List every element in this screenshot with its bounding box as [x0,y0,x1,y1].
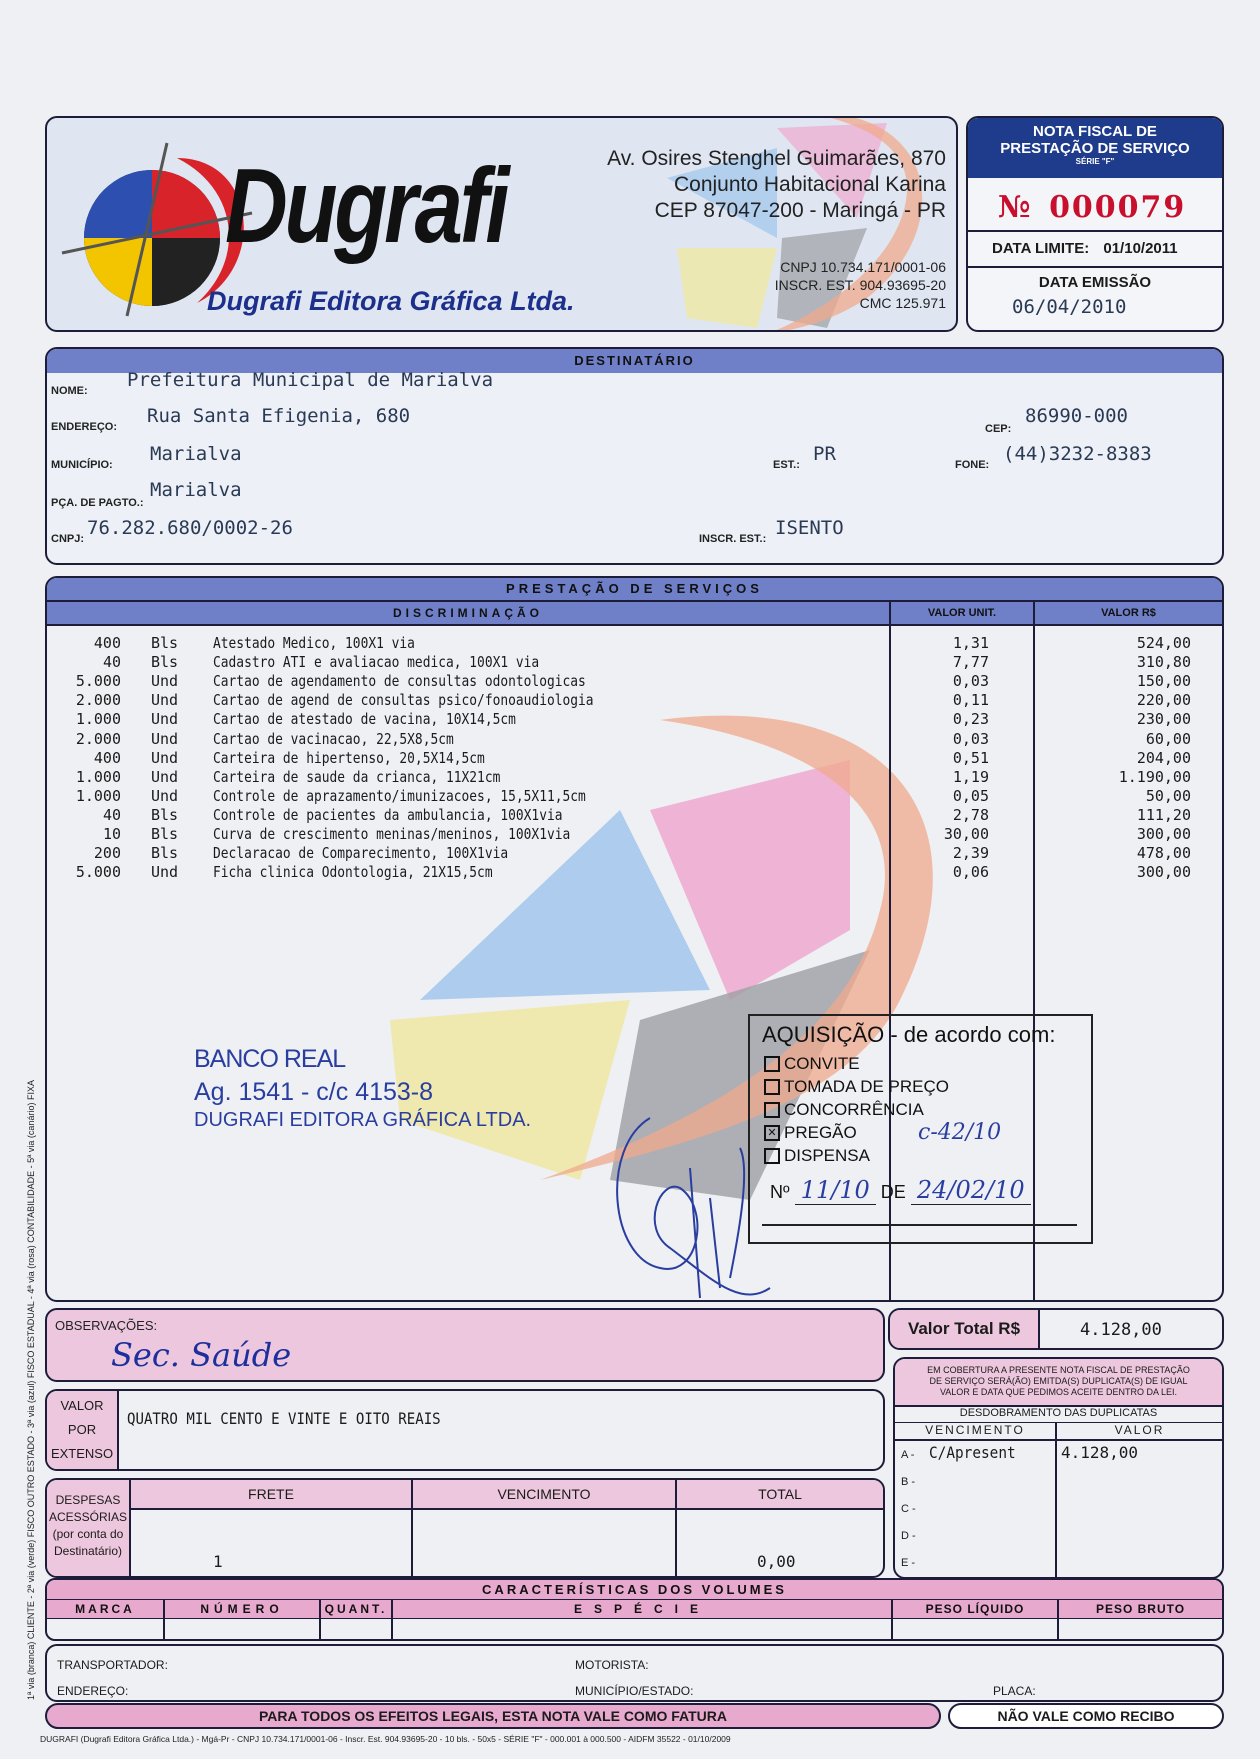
numero-label: Nº [770,1182,790,1202]
nome-label: NOME: [51,385,88,397]
inscr-value: ISENTO [775,517,844,539]
praca-value: Marialva [150,479,242,501]
service-row [47,672,1222,691]
nota-title-line2: PRESTAÇÃO DE SERVIÇO [1000,140,1190,157]
service-row [47,825,1222,844]
item-unit: Und [151,863,179,882]
item-qty: 400 [93,634,121,652]
observacoes-box [45,1308,885,1382]
placa-label: PLACA: [993,1684,1036,1698]
observacoes-label: OBSERVAÇÕES: [55,1318,158,1333]
item-total: 478,00 [1136,844,1191,863]
duplicatas-box [893,1357,1224,1579]
cep-label: CEP: [985,423,1012,435]
item-unit-price: 0,03 [952,672,989,691]
extenso-label [47,1391,117,1469]
volumes-col-numero: NÚMERO [165,1600,319,1618]
service-row [47,653,1222,672]
item-total: 310,80 [1136,653,1191,672]
item-unit-price: 2,39 [952,844,989,863]
service-row [47,844,1222,863]
despesas-label-4: Destinatário) [53,1544,123,1558]
item-description: Cartao de vacinacao, 22,5X8,5cm [213,729,454,748]
est-label: EST.: [773,459,800,471]
aquisicao-option [764,1098,949,1121]
despesas-label-1: DESPESAS [55,1493,121,1507]
item-unit-price: 1,31 [952,634,989,652]
destinatario-title: DESTINATÁRIO [47,349,1222,373]
duplicata-row [895,1443,1222,1470]
extenso-label-2: POR [67,1422,97,1437]
transportador-label: TRANSPORTADOR: [57,1658,168,1672]
col-discriminacao: DISCRIMINAÇÃO [47,602,889,624]
company-cnpj: CNPJ 10.734.171/0001-06 [780,259,946,275]
aquisicao-stamp [748,1014,1093,1244]
item-qty: 200 [93,844,121,863]
item-description: Curva de crescimento meninas/meninos, 100X1via [213,825,571,843]
despesas-col-venc: VENCIMENTO [413,1480,675,1508]
nota-number-prefix: № [998,190,1031,225]
signature [590,1108,790,1318]
service-row [47,749,1222,768]
duplicata-letter: A - [901,1449,915,1461]
fatura-text: PARA TODOS OS EFEITOS LEGAIS, ESTA NOTA VALE COMO FATURA [259,1708,727,1724]
endereco-label: ENDEREÇO: [51,421,118,433]
item-unit: Und [151,691,179,710]
duplicata-letter: C - [901,1503,916,1515]
item-unit: Bls [151,805,179,824]
logo-wordmark: Dugrafi [225,147,507,265]
bank-stamp-line2: Ag. 1541 - c/c 4153-8 [194,1078,434,1106]
item-total: 50,00 [1145,786,1191,805]
bank-stamp-line3: DUGRAFI EDITORA GRÁFICA LTDA. [194,1109,532,1131]
item-qty: 1.000 [75,786,121,805]
item-description: Ficha clinica Odontologia, 21X15,5cm [213,863,493,882]
despesas-total-value: 0,00 [757,1552,796,1571]
company-name: Dugrafi Editora Gráfica Ltda. [207,286,575,316]
data-emissao-value: 06/04/2010 [1012,296,1127,318]
transporte-municipio-label: MUNICÍPIO/ESTADO: [575,1684,694,1698]
despesas-box [45,1478,885,1578]
nota-number [998,190,1186,225]
duplicata-letter: B - [901,1476,916,1488]
nota-serie: SÉRIE "F" [1075,157,1115,166]
duplicata-row [895,1524,1222,1551]
valor-total-label: Valor Total R$ [890,1310,1038,1348]
aquisicao-option-label: CONVITE [784,1054,860,1073]
volumes-title: CARACTERÍSTICAS DOS VOLUMES [47,1580,1222,1599]
service-row [47,768,1222,787]
duplicata-row [895,1497,1222,1524]
valor-total-value: 4.128,00 [1080,1320,1162,1340]
company-address [607,146,946,224]
despesas-label [47,1480,129,1576]
municipio-label: MUNICÍPIO: [51,459,113,471]
service-row [47,806,1222,825]
company-inscr: INSCR. EST. 904.93695-20 [774,277,946,293]
aquisicao-date: 24/02/10 [911,1176,1031,1205]
checked-box-icon: ✕ [764,1125,780,1141]
item-unit-price: 2,78 [952,805,989,824]
aquisicao-option-label: DISPENSA [784,1146,870,1165]
nota-number-value: 000079 [1049,190,1187,225]
nome-value: Prefeitura Municipal de Marialva [127,369,494,391]
bank-stamp-line1: BANCO REAL [194,1045,346,1073]
item-qty: 5.000 [75,672,121,691]
fone-label: FONE: [955,459,990,471]
item-unit: Bls [151,653,179,672]
nota-fiscal-box [966,116,1224,332]
destinatario-box [45,347,1224,565]
duplicatas-notice [895,1359,1222,1405]
item-unit: Bls [151,634,179,652]
item-description: Cartao de atestado de vacina, 10X14,5cm [213,710,516,729]
item-description: Atestado Medico, 100X1 via [213,634,415,652]
inscr-label: INSCR. EST.: [699,533,767,545]
cnpj-label: CNPJ: [51,533,85,545]
aquisicao-option [764,1075,949,1098]
item-unit-price: 30,00 [943,825,989,843]
item-unit: Und [151,748,179,767]
aquisicao-title: AQUISIÇÃO - de acordo com: [762,1022,1056,1047]
item-unit-price: 1,19 [952,767,989,786]
despesas-col-frete: FRETE [131,1480,411,1508]
item-qty: 400 [93,748,121,767]
cnpj-value: 76.282.680/0002-26 [87,517,293,539]
extenso-label-1: VALOR [60,1398,104,1413]
item-unit: Und [151,710,179,729]
item-total: 300,00 [1136,863,1191,882]
company-cmc: CMC 125.971 [859,295,946,311]
item-description: Cadastro ATI e avaliacao medica, 100X1 via [213,653,540,672]
duplicata-row [895,1470,1222,1497]
notice-line-3: VALOR E DATA QUE PEDIMOS ACEITE DENTRO DA LEI. [939,1387,1178,1397]
service-row [47,863,1222,882]
service-items [47,634,1222,894]
motorista-label: MOTORISTA: [575,1658,649,1672]
item-qty: 1.000 [75,767,121,786]
despesas-label-3: (por conta do [52,1527,124,1541]
cep-value: 86990-000 [1025,405,1128,427]
nota-title-line1: NOTA FISCAL DE [1033,123,1157,140]
item-description: Cartao de agendamento de consultas odontologicas [213,672,586,691]
aquisicao-options [764,1052,949,1167]
duplicatas-title: DESDOBRAMENTO DAS DUPLICATAS [959,1407,1158,1419]
volumes-col-bruto: PESO BRUTO [1059,1600,1222,1618]
item-unit-price: 0,06 [952,863,989,882]
extenso-value: QUATRO MIL CENTO E VINTE E OITO REAIS [127,1409,441,1428]
notice-line-2: DE SERVIÇO SERÁ(ÃO) EMITDA(S) DUPLICATA(S) DE IGUAL [929,1376,1188,1386]
fone-value: (44)3232-8383 [1003,443,1152,465]
est-value: PR [813,443,836,465]
despesas-col-total: TOTAL [677,1480,883,1508]
item-total: 60,00 [1145,729,1191,748]
company-header [45,116,958,332]
aquisicao-numero [770,1176,1031,1204]
de-label: DE [880,1182,906,1202]
data-limite [992,240,1178,257]
checkbox-icon [764,1056,780,1072]
notice-line-1: EM COBERTURA A PRESENTE NOTA FISCAL DE PRESTAÇÃO [927,1365,1190,1375]
nota-title [968,118,1222,178]
transporte-box [45,1644,1224,1702]
volumes-col-quant: QUANT. [321,1600,391,1618]
observacoes-handwritten: Sec. Saúde [111,1336,292,1374]
aquisicao-option [764,1144,949,1167]
volumes-col-marca: MARCA [47,1600,163,1618]
aquisicao-option-label: TOMADA DE PREÇO [784,1077,949,1096]
item-total: 1.190,00 [1118,767,1191,786]
aquisicao-option-label: CONCORRÊNCIA [784,1100,924,1119]
item-total: 150,00 [1136,672,1191,691]
side-copies-text: 1ª via (branca) CLIENTE - 2ª via (verde) FISCO OUTRO ESTADO - 3ª via (azul) FISCO ESTADUAL - 4ª via (rosa) CONTABILIDADE - 5ª via (canário) FIXA [26,1080,36,1700]
servicos-title: PRESTAÇÃO DE SERVIÇOS [47,578,1222,600]
valor-total-box [888,1308,1224,1350]
item-unit-price: 0,11 [952,691,989,710]
item-qty: 1.000 [75,710,121,729]
item-unit-price: 0,05 [952,786,989,805]
col-valor-unit: VALOR UNIT. [891,602,1033,624]
item-qty: 40 [102,653,121,672]
item-total: 220,00 [1136,691,1191,710]
extenso-label-3: EXTENSO [50,1446,114,1461]
aquisicao-option [764,1052,949,1075]
item-unit-price: 7,77 [952,653,989,672]
item-total: 300,00 [1136,825,1191,843]
item-qty: 5.000 [75,863,121,882]
duplicata-venc: C/Apresent [929,1443,1016,1462]
printer-imprint: DUGRAFI (Dugrafi Editora Gráfica Ltda.) - Mgá-Pr - CNPJ 10.734.171/0001-06 - Inscr. Est. 904.93695-20 - 10 bls. - 50x5 - SÉRIE "F" - 000.001 à 000.500 - AIDFM 35522 - 01/10/2009 [40,1734,731,1744]
item-qty: 2.000 [75,691,121,710]
item-total: 111,20 [1136,805,1191,824]
item-unit-price: 0,03 [952,729,989,748]
volumes-col-especie: ESPÉCIE [393,1600,891,1618]
aquisicao-option-label: PREGÃO [784,1123,857,1142]
item-unit-price: 0,51 [952,748,989,767]
transporte-endereco-label: ENDEREÇO: [57,1684,129,1698]
item-unit: Und [151,767,179,786]
pregao-note: c-42/10 [918,1120,1002,1145]
extenso-box [45,1389,885,1471]
service-row [47,787,1222,806]
duplicata-valor: 4.128,00 [1061,1443,1139,1462]
duplicata-letter: D - [901,1530,916,1542]
volumes-col-liquido: PESO LÍQUIDO [893,1600,1057,1618]
data-limite-label: DATA LIMITE: [992,240,1090,257]
duplicata-letter: E - [901,1557,916,1569]
municipio-value: Marialva [150,443,242,465]
address-line-1: Av. Osires Stenghel Guimarães, 870 [607,147,946,170]
item-description: Declaracao de Comparecimento, 100X1via [213,844,509,863]
item-total: 204,00 [1136,748,1191,767]
col-valor-rs: VALOR R$ [1035,602,1222,624]
duplicatas-col-venc: VENCIMENTO [925,1423,1025,1437]
checkbox-icon [764,1079,780,1095]
item-description: Carteira de hipertenso, 20,5X14,5cm [213,748,485,767]
item-description: Controle de pacientes da ambulancia, 100X1via [213,805,563,824]
item-total: 230,00 [1136,710,1191,729]
item-unit: Bls [151,844,179,863]
despesas-label-2: ACESSÓRIAS [48,1510,128,1524]
item-description: Cartao de agend de consultas psico/fonoaudiologia [213,691,594,710]
despesas-frete-value: 1 [213,1552,223,1571]
duplicatas-col-valor: VALOR [1114,1423,1165,1437]
recibo-bar [948,1703,1224,1729]
item-unit-price: 0,23 [952,710,989,729]
praca-label: PÇA. DE PAGTO.: [51,497,144,509]
volumes-box [45,1578,1224,1641]
endereco-value: Rua Santa Efigenia, 680 [147,405,411,427]
item-qty: 40 [102,805,121,824]
item-unit: Und [151,786,179,805]
service-row [47,691,1222,710]
item-description: Carteira de saude da crianca, 11X21cm [213,767,501,786]
data-emissao-label: DATA EMISSÃO [1038,274,1152,291]
item-qty: 10 [102,825,121,843]
service-row [47,710,1222,729]
item-qty: 2.000 [75,729,121,748]
address-line-3: CEP 87047-200 - Maringá - PR [654,199,946,222]
item-total: 524,00 [1136,634,1191,652]
fatura-bar [45,1703,941,1729]
item-unit: Und [151,729,179,748]
company-registry [775,258,946,312]
duplicata-row [895,1551,1222,1578]
numero-value: 11/10 [795,1176,876,1205]
item-description: Controle de aprazamento/imunizacoes, 15,5X11,5cm [213,786,586,805]
recibo-text: NÃO VALE COMO RECIBO [997,1708,1175,1724]
address-line-2: Conjunto Habitacional Karina [673,173,946,196]
service-row [47,730,1222,749]
data-limite-value: 01/10/2011 [1103,240,1178,257]
item-unit: Bls [151,825,179,843]
bank-stamp [194,1045,531,1132]
service-row [47,634,1222,653]
item-unit: Und [151,672,179,691]
